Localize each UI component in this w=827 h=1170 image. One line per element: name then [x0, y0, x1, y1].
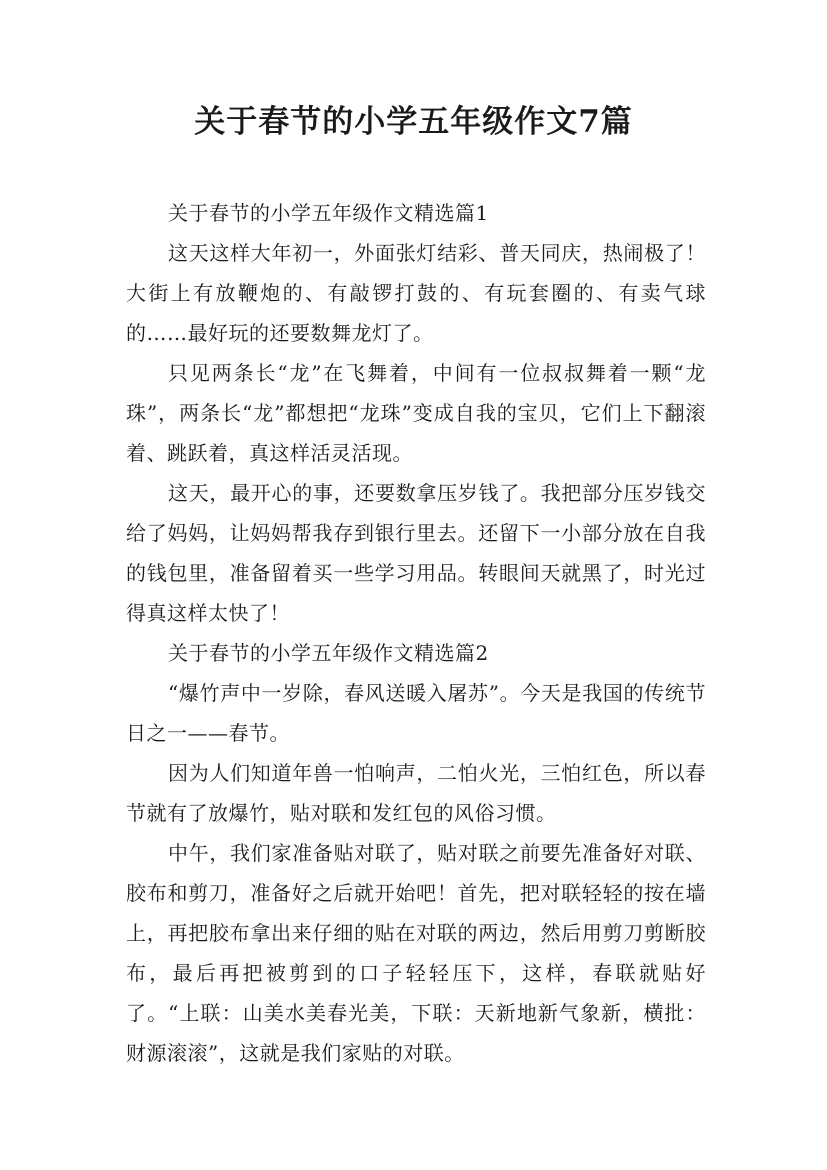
paragraph: 这天，最开心的事，还要数拿压岁钱了。我把部分压岁钱交给了妈妈，让妈妈帮我存到银行里去。还留下一小部分放在自我的钱包里，准备留着买一些学习用品。转眼间天就黑了，时光过得真这样太快了！: [126, 481, 706, 625]
paragraph: 只见两条长“龙”在飞舞着，中间有一位叔叔舞着一颗“龙珠”，两条长“龙”都想把“龙珠”变成自我的宝贝，它们上下翻滚着、跳跃着，真这样活灵活现。: [126, 361, 706, 465]
paragraph: 因为人们知道年兽一怕响声，二怕火光，三怕红色，所以春节就有了放爆竹，贴对联和发红包的风俗习惯。: [126, 761, 706, 825]
paragraph: 中午，我们家准备贴对联了，贴对联之前要先准备好对联、胶布和剪刀，准备好之后就开始吧！首先，把对联轻轻的按在墙上，再把胶布拿出来仔细的贴在对联的两边，然后用剪刀剪断胶布，最后再把被剪到的口子轻轻压下，这样，春联就贴好了。“上联：山美水美春光美，下联：天新地新气象新，横批：财源滚滚”，这就是我们家贴的对联。: [126, 841, 706, 1065]
paragraph: 这天这样大年初一，外面张灯结彩、普天同庆，热闹极了！大街上有放鞭炮的、有敲锣打鼓的、有玩套圈的、有卖气球的……最好玩的还要数舞龙灯了。: [126, 241, 706, 345]
section-heading: 关于春节的小学五年级作文精选篇2: [168, 641, 489, 665]
document-body: [126, 193, 706, 1073]
document-title: 关于春节的小学五年级作文7篇: [194, 104, 633, 140]
paragraph: “爆竹声中一岁除，春风送暖入屠苏”。今天是我国的传统节日之一——春节。: [126, 681, 706, 745]
section-heading: 关于春节的小学五年级作文精选篇1: [168, 201, 489, 225]
